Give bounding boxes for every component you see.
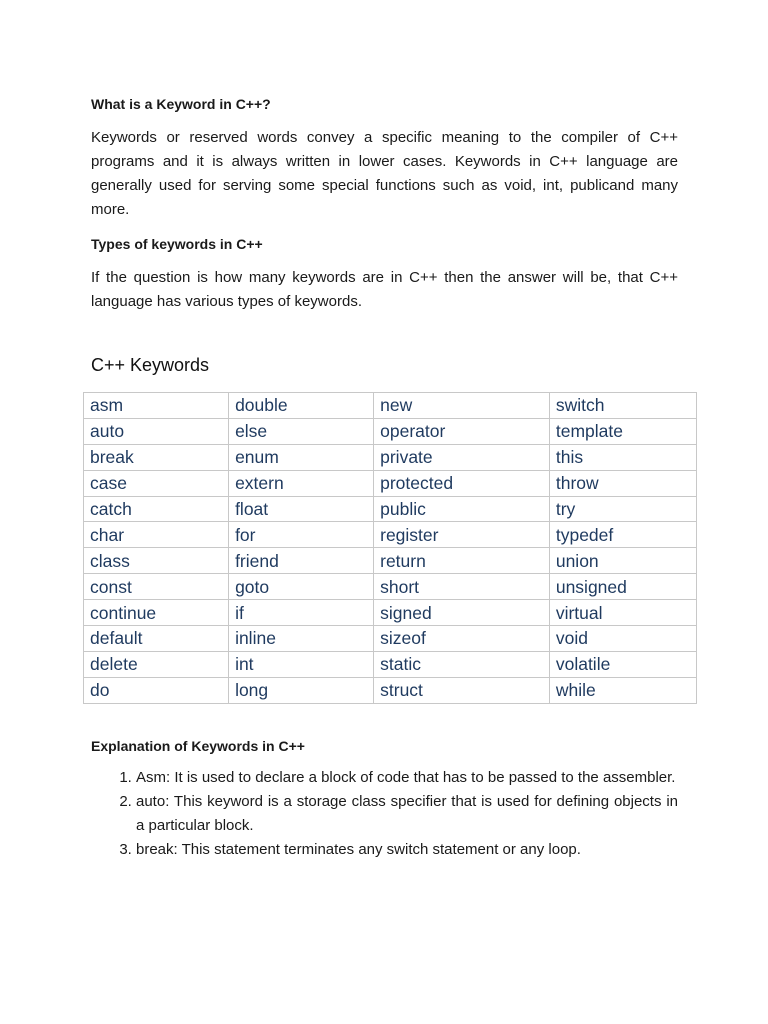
table-cell: inline <box>229 626 374 652</box>
table-cell: virtual <box>549 600 696 626</box>
table-cell: protected <box>374 470 550 496</box>
document-body <box>91 92 678 314</box>
table-cell: signed <box>374 600 550 626</box>
table-cell: extern <box>229 470 374 496</box>
table-cell: if <box>229 600 374 626</box>
table-cell: case <box>84 470 229 496</box>
table-cell: throw <box>549 470 696 496</box>
table-cell: operator <box>374 418 550 444</box>
table-cell: else <box>229 418 374 444</box>
table-cell: float <box>229 496 374 522</box>
table-row <box>84 470 697 496</box>
table-cell: break <box>84 444 229 470</box>
types-paragraph: If the question is how many keywords are in C++ then the answer will be, that C++ language has various types of keywords. <box>91 269 678 310</box>
table-cell: char <box>84 522 229 548</box>
table-row <box>84 444 697 470</box>
keyword-paragraph: Keywords or reserved words convey a specific meaning to the compiler of C++ programs and it is always written in lower cases. Keywords in C++ language are generally used for serving some special functions such as void, int, publicand many more. <box>91 129 678 218</box>
table-cell: short <box>374 574 550 600</box>
table-row <box>84 651 697 677</box>
keyword-heading: What is a Keyword in C++? <box>91 96 271 112</box>
table-row <box>84 677 697 703</box>
table-cell: class <box>84 548 229 574</box>
keywords-table <box>83 392 697 704</box>
table-cell: new <box>374 393 550 419</box>
table-cell: const <box>84 574 229 600</box>
table-row <box>84 522 697 548</box>
table-cell: sizeof <box>374 626 550 652</box>
table-row <box>84 548 697 574</box>
table-cell: union <box>549 548 696 574</box>
explanation-item: 3. break: This statement terminates any switch statement or any loop. <box>136 838 678 862</box>
table-cell: template <box>549 418 696 444</box>
explanation-list <box>91 766 678 862</box>
table-cell: public <box>374 496 550 522</box>
table-cell: continue <box>84 600 229 626</box>
types-heading: Types of keywords in C++ <box>91 236 263 252</box>
table-cell: catch <box>84 496 229 522</box>
table-cell: volatile <box>549 651 696 677</box>
explanation-heading: Explanation of Keywords in C++ <box>91 738 305 754</box>
table-cell: void <box>549 626 696 652</box>
table-cell: asm <box>84 393 229 419</box>
table-cell: double <box>229 393 374 419</box>
table-cell: auto <box>84 418 229 444</box>
table-row <box>84 626 697 652</box>
table-cell: default <box>84 626 229 652</box>
table-cell: for <box>229 522 374 548</box>
table-cell: long <box>229 677 374 703</box>
table-cell: int <box>229 651 374 677</box>
table-cell: friend <box>229 548 374 574</box>
keywords-table-title: C++ Keywords <box>91 355 210 375</box>
table-cell: goto <box>229 574 374 600</box>
table-cell: enum <box>229 444 374 470</box>
table-cell: while <box>549 677 696 703</box>
table-cell: this <box>549 444 696 470</box>
table-cell: static <box>374 651 550 677</box>
table-cell: try <box>549 496 696 522</box>
table-cell: return <box>374 548 550 574</box>
table-row <box>84 393 697 419</box>
table-cell: unsigned <box>549 574 696 600</box>
table-cell: delete <box>84 651 229 677</box>
table-cell: switch <box>549 393 696 419</box>
table-cell: typedef <box>549 522 696 548</box>
explanation-item: 1. Asm: It is used to declare a block of code that has to be passed to the assembler. <box>136 766 678 790</box>
table-row <box>84 574 697 600</box>
table-row <box>84 496 697 522</box>
table-cell: private <box>374 444 550 470</box>
table-cell: do <box>84 677 229 703</box>
explanation-item: 2. auto: This keyword is a storage class specifier that is used for defining objects in a particular block. <box>136 790 678 838</box>
table-row <box>84 418 697 444</box>
table-cell: register <box>374 522 550 548</box>
table-row <box>84 600 697 626</box>
explanation-section <box>91 734 678 862</box>
table-cell: struct <box>374 677 550 703</box>
